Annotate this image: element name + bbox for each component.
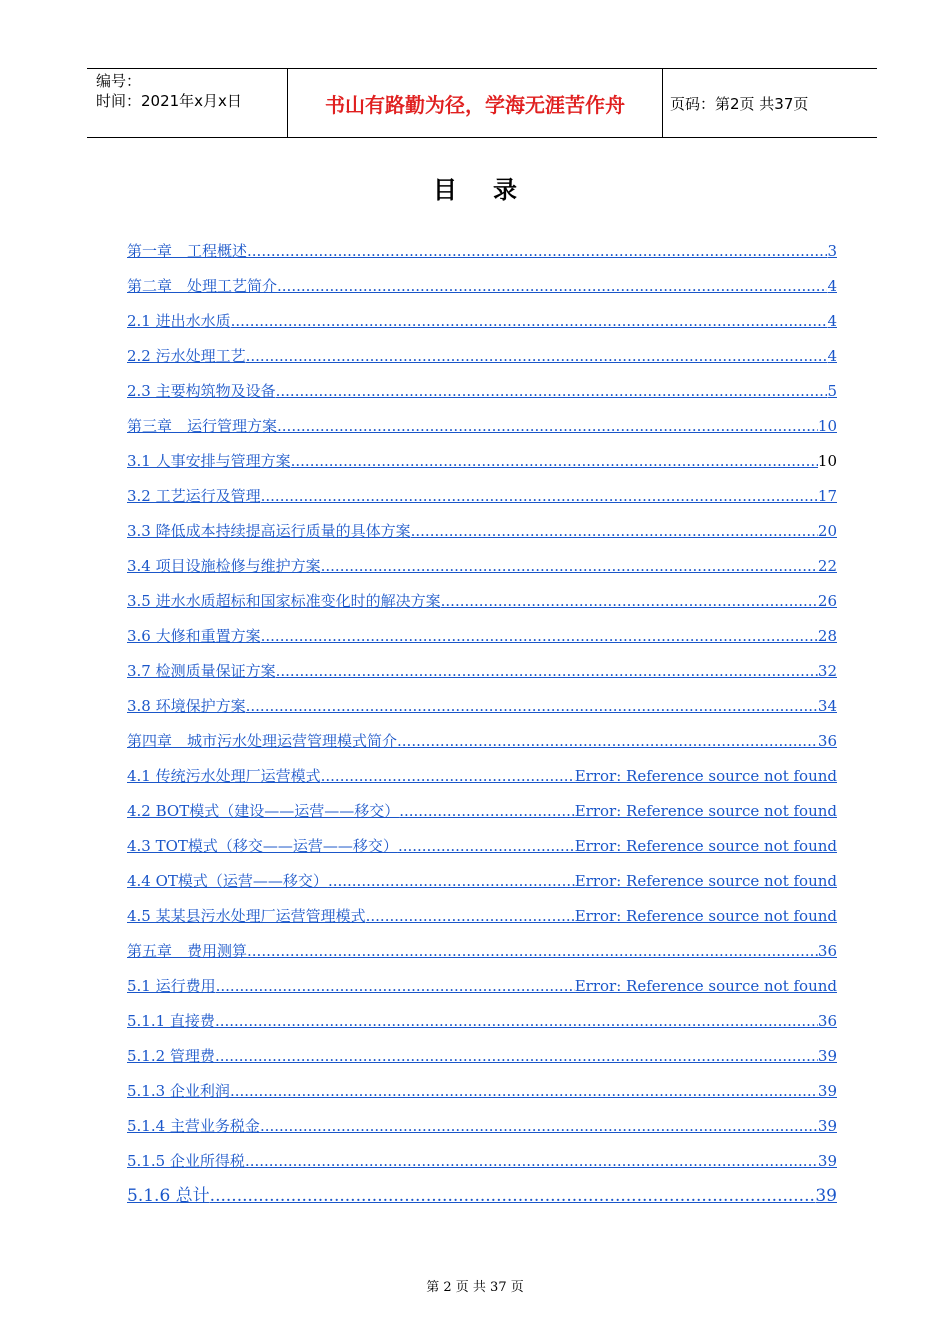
toc-leader-dots [366,906,575,926]
toc-entry[interactable] [127,506,837,541]
toc-leader-dots [328,871,575,891]
toc-entry-title[interactable]: 4.3 TOT模式（移交——运营——移交） [127,837,398,855]
toc-entry[interactable] [127,681,837,716]
toc-leader-dots [231,311,828,331]
toc-entry-title[interactable]: 3.4 项目设施检修与维护方案 [127,557,321,575]
toc-entry-page[interactable]: Error: Reference source not found [574,837,837,855]
table-of-contents [127,226,837,1206]
toc-leader-dots [441,591,818,611]
toc-entry-page[interactable]: 36 [817,1012,837,1030]
toc-entry[interactable] [127,1066,837,1101]
toc-entry-page[interactable]: 3 [827,242,837,260]
toc-entry-page[interactable]: 10 [817,452,837,470]
toc-entry-page[interactable]: 17 [817,487,837,505]
document-time-label: 时间：2021年x月x日 [96,92,242,110]
toc-leader-dots [230,1081,818,1101]
header-page-cell [662,69,877,137]
toc-entry-title[interactable]: 3.6 大修和重置方案 [127,627,261,645]
toc-entry-page[interactable]: 36 [817,732,837,750]
toc-leader-dots [291,451,818,471]
toc-entry-page[interactable]: Error: Reference source not found [574,872,837,890]
toc-entry[interactable] [127,751,837,786]
toc-entry-page[interactable]: 20 [817,522,837,540]
toc-entry[interactable] [127,541,837,576]
toc-entry[interactable] [127,261,837,296]
toc-entry[interactable] [127,926,837,961]
toc-leader-dots [245,1151,818,1171]
toc-leader-dots [399,801,575,821]
toc-entry-title[interactable]: 4.2 BOT模式（建设——运营——移交） [127,802,400,820]
toc-entry-page[interactable]: 22 [817,557,837,575]
toc-entry-page[interactable]: 4 [827,312,837,330]
page-title: 目录 [433,176,553,204]
toc-entry[interactable] [127,1101,837,1136]
toc-entry[interactable] [127,401,837,436]
toc-entry-page[interactable]: 34 [817,697,837,715]
toc-entry-page[interactable]: 32 [817,662,837,680]
toc-entry-title[interactable]: 5.1.5 企业所得税 [127,1152,245,1170]
toc-entry-page[interactable]: 36 [817,942,837,960]
toc-entry-page[interactable]: 10 [817,417,837,435]
toc-entry[interactable] [127,646,837,681]
header-table [87,68,877,138]
header-motto-cell [287,69,663,137]
toc-entry[interactable] [127,891,837,926]
toc-entry[interactable] [127,436,837,471]
toc-entry-title[interactable]: 4.1 传统污水处理厂运营模式 [127,767,321,785]
toc-entry-title[interactable]: 2.2 污水处理工艺 [127,347,246,365]
toc-entry-title[interactable]: 5.1.4 主营业务税金 [127,1117,260,1135]
toc-leader-dots [276,381,828,401]
toc-entry-title[interactable]: 第三章 运行管理方案 [127,417,278,435]
toc-leader-dots [246,346,828,366]
toc-entry-page[interactable]: Error: Reference source not found [574,767,837,785]
toc-entry-page[interactable]: Error: Reference source not found [574,802,837,820]
toc-entry-page[interactable]: 28 [817,627,837,645]
toc-leader-dots [247,941,818,961]
toc-entry[interactable] [127,1136,837,1171]
motto-text: 书山有路勤为径，学海无涯苦作舟 [325,92,625,117]
toc-entry-page[interactable]: 4 [827,277,837,295]
toc-leader-dots [411,521,818,541]
document-number-label: 编号： [96,72,142,90]
toc-entry-page[interactable]: Error: Reference source not found [574,977,837,995]
toc-entry[interactable] [127,331,837,366]
toc-leader-dots [397,731,818,751]
toc-leader-dots [398,836,575,856]
page-footer: 第 2 页 共 37 页 [426,1280,524,1295]
toc-entry-page[interactable]: 5 [827,382,837,400]
toc-entry-title[interactable]: 3.3 降低成本持续提高运行质量的具体方案 [127,522,411,540]
toc-leader-dots [246,696,818,716]
toc-leader-dots [215,1011,818,1031]
toc-entry-title[interactable]: 3.1 人事安排与管理方案 [127,452,291,470]
toc-leader-dots [261,626,818,646]
toc-entry-page[interactable]: 26 [817,592,837,610]
toc-entry-page[interactable]: 39 [817,1047,837,1065]
toc-entry-page[interactable]: 39 [815,1186,837,1206]
toc-entry-title[interactable]: 第一章 工程概述 [127,242,248,260]
toc-entry-title[interactable]: 第四章 城市污水处理运营管理模式简介 [127,732,398,750]
toc-entry-title[interactable]: 3.7 检测质量保证方案 [127,662,276,680]
toc-entry-title[interactable]: 3.8 环境保护方案 [127,697,246,715]
toc-entry[interactable] [127,821,837,856]
toc-leader-dots [216,976,575,996]
toc-entry[interactable] [127,961,837,996]
toc-entry-title[interactable]: 5.1.2 管理费 [127,1047,215,1065]
toc-entry[interactable] [127,716,837,751]
toc-entry[interactable] [127,856,837,891]
toc-entry-title[interactable]: 3.5 进水水质超标和国家标准变化时的解决方案 [127,592,441,610]
toc-entry[interactable] [127,226,837,261]
toc-leader-dots [321,556,818,576]
toc-entry-page[interactable]: 39 [817,1082,837,1100]
toc-leader-dots [277,276,827,296]
toc-entry[interactable] [127,576,837,611]
toc-entry[interactable] [127,786,837,821]
toc-leader-dots [321,766,575,786]
page-info: 页码：第2页 共37页 [670,94,809,113]
toc-entry-title[interactable]: 3.2 工艺运行及管理 [127,487,261,505]
toc-leader-dots [260,1116,818,1136]
toc-entry[interactable] [127,471,837,506]
toc-leader-dots [215,1046,818,1066]
toc-entry-title[interactable]: 5.1.6 总计 [127,1186,210,1206]
toc-entry-page[interactable]: Error: Reference source not found [574,907,837,925]
header-meta-cell [87,69,287,137]
toc-leader-dots [276,661,818,681]
toc-entry-title[interactable]: 2.3 主要构筑物及设备 [127,382,276,400]
toc-entry[interactable] [127,296,837,331]
toc-leader-dots [210,1186,816,1206]
toc-leader-dots [277,416,818,436]
toc-entry-page[interactable]: 4 [827,347,837,365]
toc-entry-page[interactable]: 39 [817,1117,837,1135]
toc-entry-page[interactable]: 39 [817,1152,837,1170]
toc-entry-title[interactable]: 第五章 费用测算 [127,942,248,960]
toc-leader-dots [247,241,827,261]
toc-entry-title[interactable]: 2.1 进出水水质 [127,312,231,330]
toc-entry[interactable] [127,366,837,401]
toc-entry[interactable] [127,1171,837,1206]
toc-entry-title[interactable]: 5.1 运行费用 [127,977,216,995]
toc-leader-dots [261,486,818,506]
toc-entry[interactable] [127,611,837,646]
toc-entry-title[interactable]: 5.1.1 直接费 [127,1012,215,1030]
toc-entry-title[interactable]: 4.5 某某县污水处理厂运营管理模式 [127,907,366,925]
toc-entry-title[interactable]: 第二章 处理工艺简介 [127,277,278,295]
toc-entry-title[interactable]: 4.4 OT模式（运营——移交） [127,872,328,890]
toc-entry-title[interactable]: 5.1.3 企业利润 [127,1082,230,1100]
toc-entry[interactable] [127,1031,837,1066]
toc-entry[interactable] [127,996,837,1031]
